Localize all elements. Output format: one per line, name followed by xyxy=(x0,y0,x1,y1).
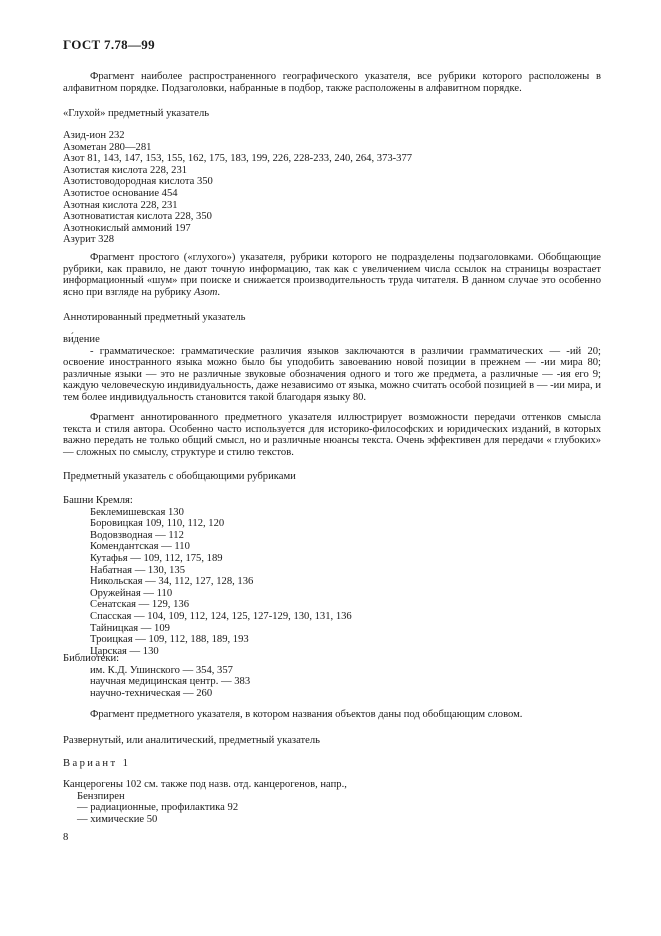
list-item: Тайницкая — 109 xyxy=(90,622,170,634)
paragraph-text: Фрагмент наиболее распространенного географического указателя, все рубрики которого расположены в алфавитном порядке. Подзаголовки, набранные в подбор, также расположены в алфавитном порядке. xyxy=(63,71,601,94)
list-item: Комендантская — 110 xyxy=(90,541,190,553)
towers-label: Башни Кремля: xyxy=(63,495,133,506)
list-item: Азотнокислый аммоний 197 xyxy=(63,222,191,234)
annotated-term: ви́дение xyxy=(63,334,100,345)
list-item: Бензпирен xyxy=(77,790,125,802)
variant-label: Вариант 1 xyxy=(63,758,131,769)
list-item: — радиационные, профилактика 92 xyxy=(77,802,239,814)
list-item: Оружейная — 110 xyxy=(90,587,173,599)
list-item: Водовзводная — 112 xyxy=(90,529,184,541)
carcinogens-entry xyxy=(63,779,601,825)
paragraph-simple-index: Фрагмент простого («глухого») указателя, рубрики которого не подразделены подзаголовками. Обобщающие рубрики, как правило, не дают точную информацию, так как с увеличением числа ссылок на страницы возрастает информационный «шум» при поиске и снижается производительность труда читателя. В данном случае это особенно ясно при взгляде на рубрику Азот. xyxy=(63,252,601,298)
annotated-body: - грамматическое: грамматические различия языков заключаются в различии грамматических — -ий 20; освоение иностранного языка можно было бы уподобить завоеванию новой позиции в прежнем — -ии мира 80; различные языки — это не различные звуковые обозначения одного и того же предмета, а различные — -ия его 9; каждую человеческую индивидуальность, даже независимо от языка, можно считать особой позицией в — -ии мира, и тем более индивидуальность становится такой благодаря языку 80. xyxy=(63,345,601,403)
kremlin-towers-entry xyxy=(63,495,601,657)
list-item: Азурит 328 xyxy=(63,234,115,246)
annotated-entry xyxy=(63,334,601,404)
heading-annotated-index: Аннотированный предметный указатель xyxy=(63,312,246,323)
list-item: Боровицкая 109, 110, 112, 120 xyxy=(90,518,225,530)
list-item: Кутафья — 109, 112, 175, 189 xyxy=(90,552,223,564)
list-item: Азид-ион 232 xyxy=(63,130,125,141)
list-item: им. К.Д. Ушинского — 354, 357 xyxy=(90,664,233,676)
list-item: Никольская — 34, 112, 127, 128, 136 xyxy=(90,576,254,588)
blind-index-list xyxy=(63,130,601,246)
document-header: ГОСТ 7.78—99 xyxy=(63,37,155,52)
list-item: Троицкая — 109, 112, 188, 189, 193 xyxy=(90,634,249,646)
heading-generalized-index: Предметный указатель с обобщающими рубриками xyxy=(63,471,296,482)
heading-analytic-index: Развернутый, или аналитический, предметный указатель xyxy=(63,735,320,746)
list-item: Спасская — 104, 109, 112, 124, 125, 127-129, 130, 131, 136 xyxy=(90,610,352,622)
list-item: Азот 81, 143, 147, 153, 155, 162, 175, 183, 199, 226, 228-233, 240, 264, 373-377 xyxy=(63,153,413,165)
list-item: Азометан 280—281 xyxy=(63,141,152,153)
list-item: Азотистоводородная кислота 350 xyxy=(63,176,213,188)
list-item: Азотная кислота 228, 231 xyxy=(63,199,178,211)
carcinogens-main: Канцерогены 102 см. также под назв. отд. канцерогенов, напр., xyxy=(63,779,347,790)
libraries-entry xyxy=(63,653,601,699)
list-item: научная медицинская центр. — 383 xyxy=(90,676,251,688)
list-item: Царская — 130 xyxy=(90,645,159,657)
list-item: Азотистая кислота 228, 231 xyxy=(63,164,188,176)
page-number: 8 xyxy=(63,832,69,843)
list-item: Беклемишевская 130 xyxy=(90,506,184,518)
paragraph-generalized-description: Фрагмент предметного указателя, в котором названия объектов даны под обобщающим словом. xyxy=(90,709,523,720)
heading-blind-index: «Глухой» предметный указатель xyxy=(63,108,210,119)
list-item: Азотноватистая кислота 228, 350 xyxy=(63,211,212,223)
list-item: Сенатская — 129, 136 xyxy=(90,599,189,611)
list-item: Набатная — 130, 135 xyxy=(90,564,186,576)
paragraph-geographic-index xyxy=(63,71,601,94)
rubric-azot: Азот xyxy=(194,286,218,298)
list-item: Азотистое основание 454 xyxy=(63,187,178,199)
paragraph-annotated-description: Фрагмент аннотированного предметного указателя иллюстрирует возможности передачи оттенков смысла текста и стиля автора. Особенно часто используется для историко-философских и юридических изданий, в которых важно передать не только общий смысл, но и различные нюансы текста. Очень эффективен для передачи « глубоких» — сложных по смыслу, структуре и стилю текстов. xyxy=(63,412,601,458)
list-item: научно-техническая — 260 xyxy=(90,687,213,699)
list-item: — химические 50 xyxy=(77,813,158,825)
libraries-label: Библиотеки: xyxy=(63,653,120,664)
